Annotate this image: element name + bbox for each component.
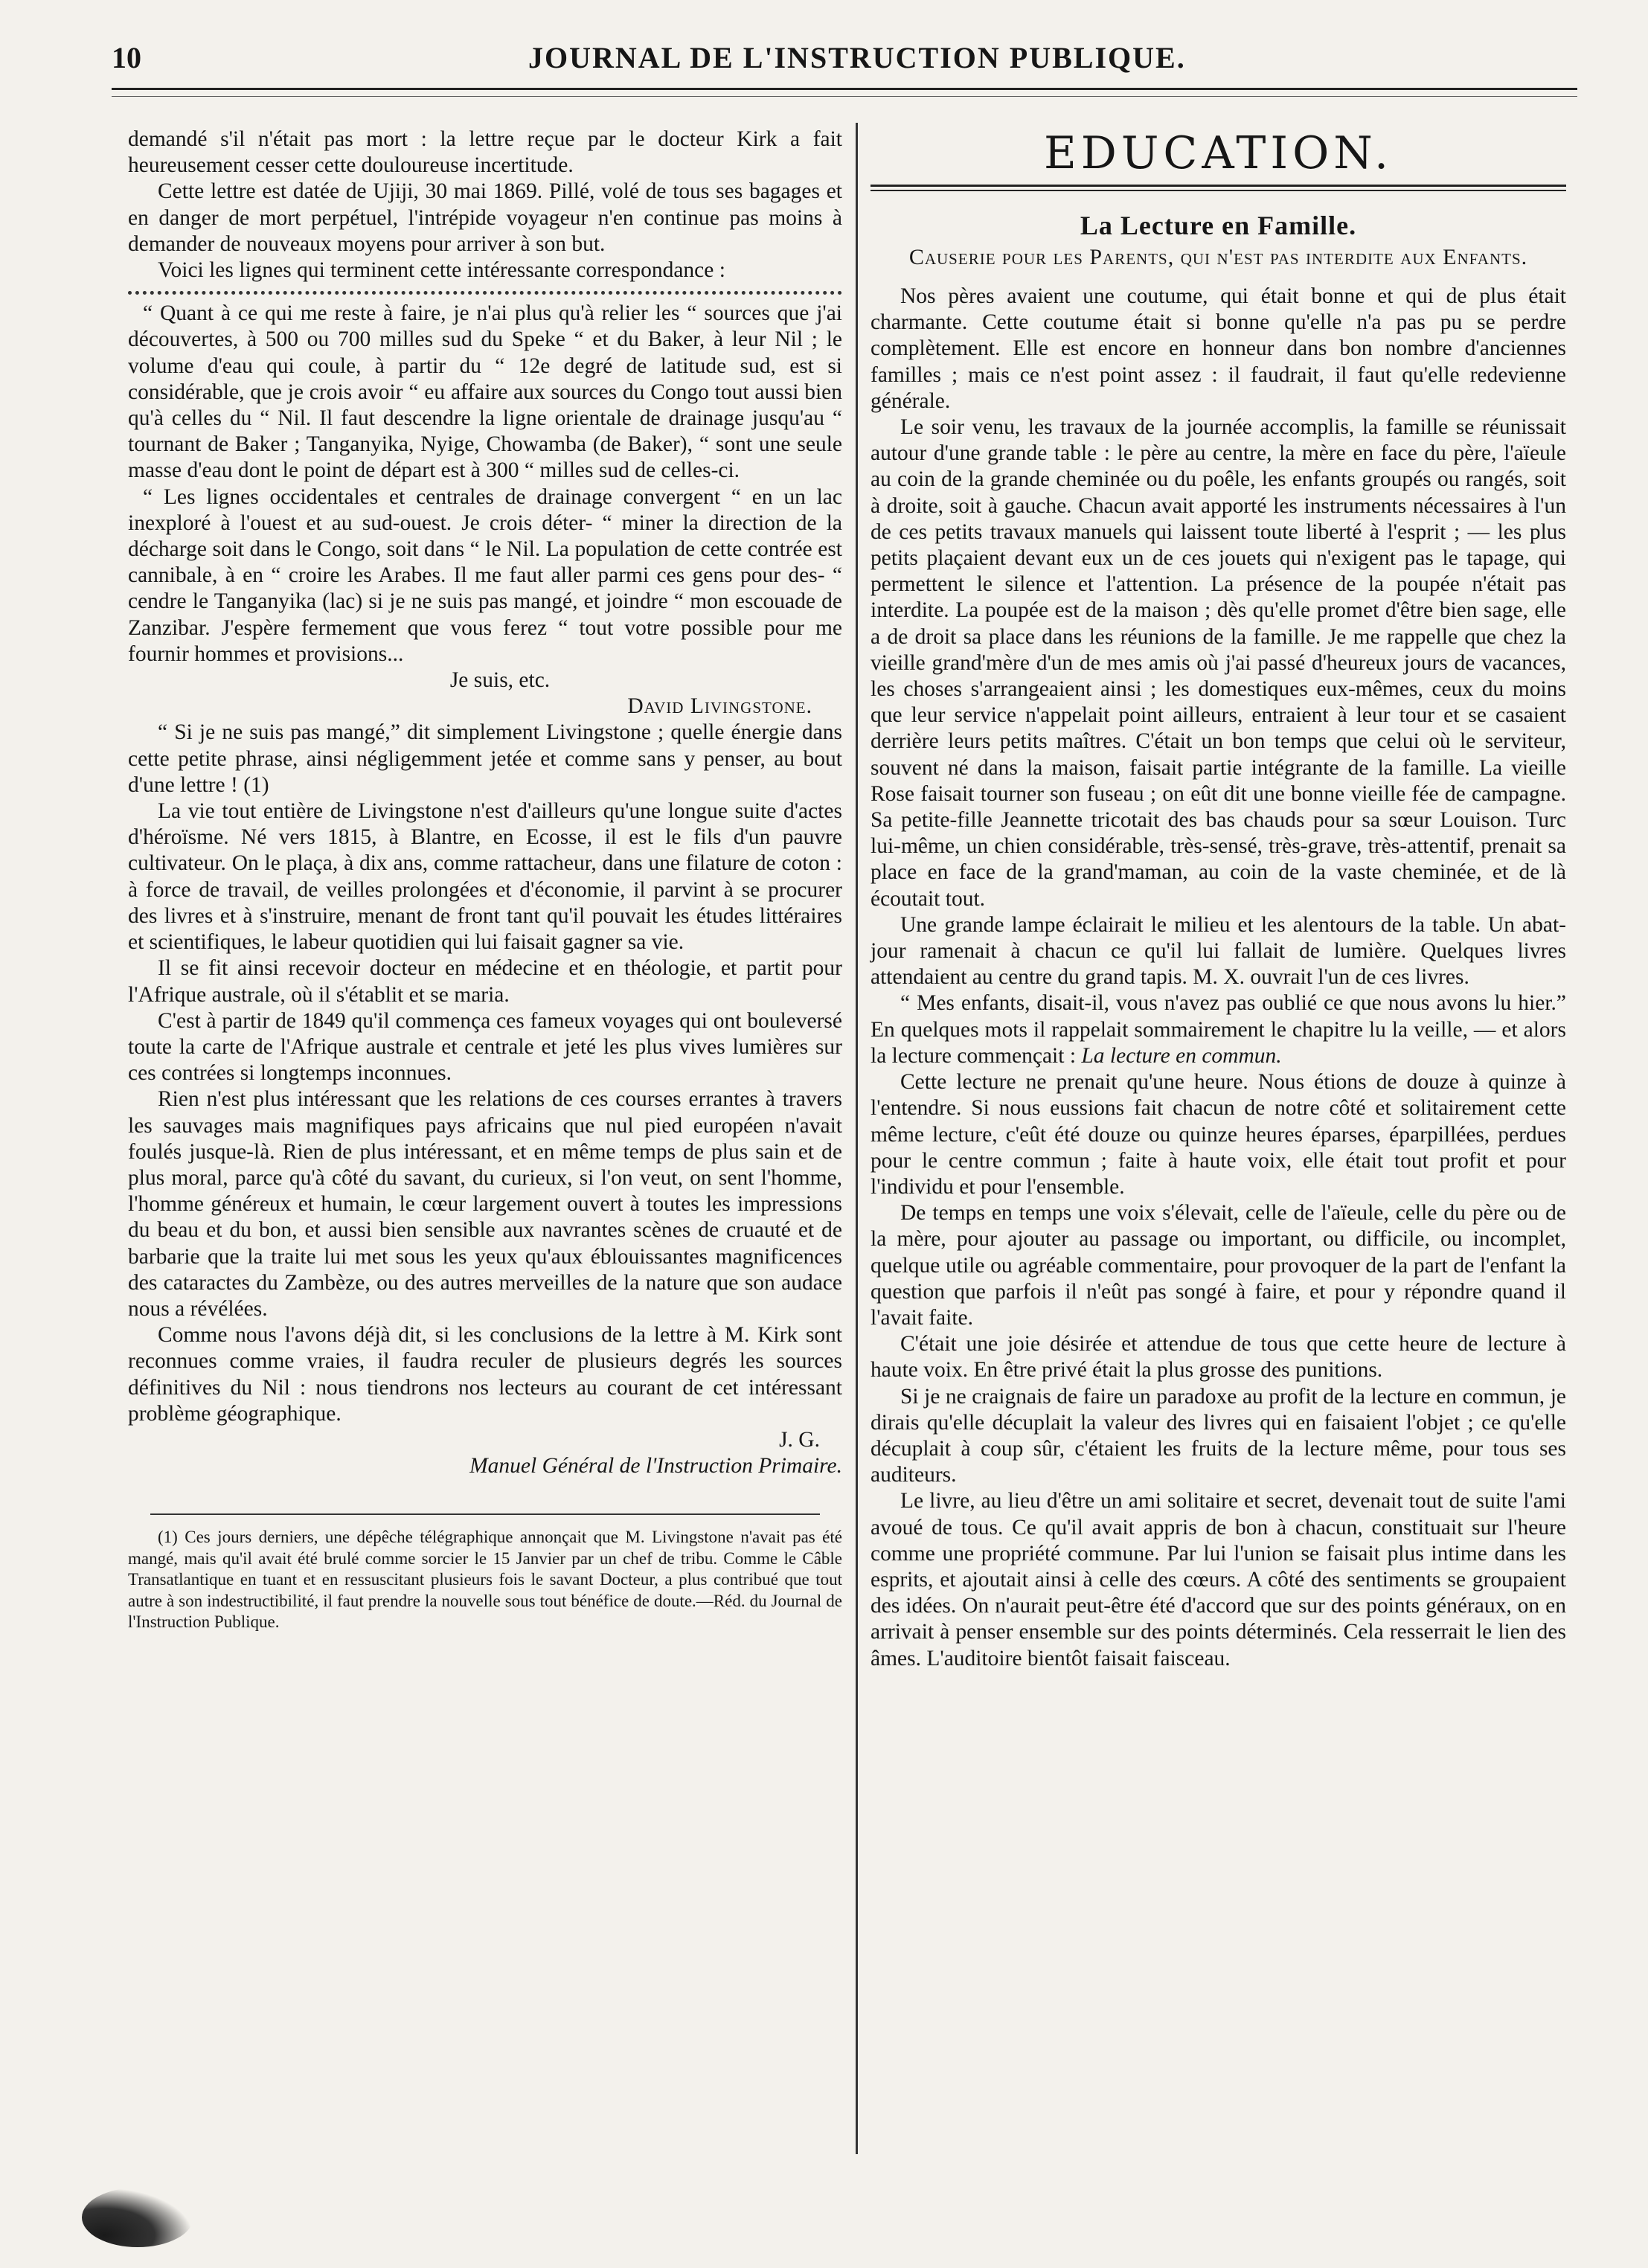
paragraph: Nos pères avaient une coutume, qui était bonne et qui de plus était charmante. Cette coutume était si bonne qu'elle n'a pas pu se perdre complètement. Elle est encore en honneur dans bon nombre d'anciennes familles ; mais ce n'est point assez : il faudrait, il faut qu'elle redevienne générale. <box>871 284 1566 413</box>
page-number: 10 <box>112 41 141 74</box>
column-divider <box>856 123 858 2154</box>
paragraph: Comme nous l'avons déjà dit, si les conclusions de la lettre à M. Kirk sont reconnues comme vraies, il faudra reculer de plusieurs degrés les sources définitives du Nil : nous tiendrons nos lecteurs au courant de cet intéressant problème géographique. <box>128 1323 842 1426</box>
article-subtitle: Causerie pour les Parents, qui n'est pas interdite aux Enfants. <box>908 245 1528 269</box>
dotted-separator <box>128 291 842 295</box>
letter-signature: David Livingstone. <box>627 694 812 719</box>
quote-paragraph: “ Quant à ce qui me reste à faire, je n'ai plus qu'à relier les “ sources que j'ai découvertes, à 500 ou 700 milles sud du Speke “ et du Baker, à leur Nil ; le volume d'eau qui coule, à partir du “ 12e degré de latitude sud, est si considérable, que je crois avoir “ eu affaire aux sources du Congo tout aussi bien qu'à celles du “ Nil. Il faut descendre la ligne orientale de drainage jusqu'au “ tournant de Baker ; Tanganyika, Nyige, Chowamba (de Baker), “ sont une seule masse d'eau dont le point de départ est à 300 “ milles sud de celles-ci. <box>128 301 842 483</box>
paragraph: “ Si je ne suis pas mangé,” dit simplement Livingstone ; quelle énergie dans cette petite phrase, ainsi négligemment jetée et comme sans y penser, au bout d'une lettre ! (1) <box>128 720 842 797</box>
footnote-rule <box>150 1513 820 1515</box>
section-rule <box>871 185 1566 191</box>
paragraph: Il se fit ainsi recevoir docteur en médecine et en théologie, et partit pour l'Afrique australe, où il s'établit et se maria. <box>128 956 842 1007</box>
paragraph: De temps en temps une voix s'élevait, celle de l'aïeule, celle du père ou de la mère, pour ajouter au passage ou important, ou difficile, ou incomplet, quelque utile ou agréable commentaire, pour provoquer de la part de l'enfant la question que parfois il n'eût pas songé à faire, et pour y répondre quand il l'avait faite. <box>871 1201 1566 1330</box>
quote-paragraph: “ Les lignes occidentales et centrales de drainage convergent “ en un lac inexploré à l'ouest et au sud-ouest. Je crois déter- “ miner la direction de la décharge soit dans le Congo, soit dans “ le Nil. La population de cette contrée est cannibale, à en “ croire les Arabes. Il me faut aller parmi ces gens pour des- “ cendre le Tanganyika (lac) si je ne suis pas mangé, et joindre “ mon escouade de Zanzibar. J'espère fermement que vous ferez “ tout votre possible pour me fournir hommes et provisions... <box>128 484 842 666</box>
section-title: EDUCATION. <box>1043 127 1394 179</box>
right-column <box>871 126 1566 1672</box>
paragraph: Une grande lampe éclairait le milieu et les alentours de la table. Un abat-jour ramenait à chacun ce qu'il lui fallait de lumière. Quelques livres attendaient au centre du grand tapis. M. X. ouvrait l'un de ces livres. <box>871 912 1566 990</box>
author-initials: J. G. <box>779 1427 820 1452</box>
ink-stain <box>82 2188 193 2247</box>
header-rule <box>112 88 1577 97</box>
paragraph: Voici les lignes qui terminent cette intéressante correspondance : <box>158 258 725 283</box>
italic-phrase: La lecture en commun. <box>1081 1043 1282 1068</box>
article-title: La Lecture en Famille. <box>1080 211 1357 240</box>
page-header <box>112 36 1577 88</box>
paragraph: Si je ne craignais de faire un paradoxe au profit de la lecture en commun, je dirais qu'elle décuplait la valeur des livres qui en faisaient l'objet ; ce qu'elle décuplait à coup sûr, c'étaient les fruits de la lecture même, pour tous ses auditeurs. <box>871 1384 1566 1487</box>
livingstone-letter-quote <box>128 301 842 667</box>
paragraph-text: “ Mes enfants, disait-il, vous n'avez pas oublié ce que nous avons lu hier.” En quelques mots il rappelait sommairement le chapitre lu la veille, — et alors la lecture commençait : <box>871 991 1566 1068</box>
paragraph <box>871 990 1566 1069</box>
paragraph: Cette lecture ne prenait qu'une heure. Nous étions de douze à quinze à l'entendre. Si nous eussions fait chacun de notre côté et solitairement cette même lecture, c'eût été douze ou quinze heures éparses, éparpillées, perdues pour le centre commun ; faite à haute voix, elle était tout profit et pour l'individu et pour l'ensemble. <box>871 1070 1566 1199</box>
paragraph: Le soir venu, les travaux de la journée accomplis, la famille se réunissait autour d'une grande table : le père au centre, la mère en face du père, l'aïeule au coin de la grande cheminée ou du poêle, les enfants groupés ou rangés, soit à droite, soit à gauche. Chacun avait apporté les instruments nécessaires à l'un de ces petits travaux manuels qui laissent toute liberté à l'esprit ; — les plus petits plaçaient devant eux un de ces jouets qui n'exigent pas le tapage, qui permettent le silence et l'attention. La présence de la poupée n'était pas interdite. La poupée est de la maison ; dès qu'elle promet d'être bien sage, elle a de droit sa place dans les réunions de la famille. Je me rappelle que chez la vieille grand'mère d'un de mes amis où j'ai passé d'heureux jours de vacances, les choses s'arrangeaient ainsi ; les domestiques eux-mêmes, ceux du moins que leur service n'appelait point ailleurs, entraient à leur tour et se casaient derrière leurs petits maîtres. C'était un bon temps que celui où le serviteur, souvent né dans la maison, faisait partie intégrante de la famille. La vieille Rose faisait tourner son fuseau ; on eût dit une bonne vieille fée de campagne. Sa petite-fille Jeannette tricotait des bas chauds pour sa sœur Louison. Turc lui-même, un chien considérable, très-sensé, très-grave, très-attentif, prenait sa place en face de la grand'maman, au coin de la vaste cheminée, et de là écoutait tout. <box>871 415 1566 911</box>
paragraph: C'est à partir de 1849 qu'il commença ces fameux voyages qui ont bouleversé toute la carte de l'Afrique australe et centrale et jeté les plus vives lumières sur ces contrées si longtemps inconnues. <box>128 1008 842 1086</box>
paragraph: Le livre, au lieu d'être un ami solitaire et secret, devenait tout de suite l'ami avoué de tous. Ce qu'il avait appris de bon à chacun, constituait sur l'heure comme une propriété commune. Par lui l'union se faisait plus intime dans les esprits, et ajoutait ainsi à celle des cœurs. A côté des sentiments se groupaient des idées. On n'aurait peut-être été d'accord que sur des points généraux, on en arrivait à penser ensemble sur des points déterminés. Cela resserrait le lien des âmes. L'auditoire bientôt faisait faisceau. <box>871 1489 1566 1670</box>
paragraph: Rien n'est plus intéressant que les relations de ces courses errantes à travers les sauvages mais magnifiques pays africains que nul pied européen n'avait foulés jusque-là. Rien de plus intéressant, et en même temps de plus sain et de plus moral, parce qu'à côté du savant, du curieux, si l'on veut, on sent l'homme, l'homme généreux et humain, le cœur largement ouvert à toutes les impressions du beau et du bon, et aussi bien sensible aux navrantes scènes de cruauté et de barbarie que la traite lui met sous les yeux qu'aux éblouissantes magnificences des cataractes du Zambèze, ou des autres merveilles de la nature que son audace nous a révélées. <box>128 1087 842 1321</box>
left-column <box>128 126 842 1633</box>
paragraph: Cette lettre est datée de Ujiji, 30 mai 1869. Pillé, volé de tous ses bagages et en danger de mort perpétuel, l'intrépide voyageur n'en continue pas moins à demander de nouveaux moyens pour arriver à son but. <box>128 179 842 256</box>
paragraph: demandé s'il n'était pas mort : la lettre reçue par le docteur Kirk a fait heureusement cesser cette douloureuse incertitude. <box>128 127 842 178</box>
footnote <box>128 1527 842 1633</box>
paragraph: C'était une joie désirée et attendue de tous que cette heure de lecture à haute voix. En être privé était la plus grosse des punitions. <box>871 1332 1566 1383</box>
journal-title: JOURNAL DE L'INSTRUCTION PUBLIQUE. <box>528 41 1186 74</box>
paragraph: La vie tout entière de Livingstone n'est d'ailleurs qu'une longue suite d'actes d'héroïsme. Né vers 1815, à Blantre, en Ecosse, il est le fils d'un pauvre cultivateur. On le plaça, à dix ans, comme rattacheur, dans une filature de coton : à force de travail, de veilles prolongées et d'économie, il parvint à se procurer des livres et à s'instruire, menant de front tant qu'il pouvait les études littéraires et scientifiques, le labeur quotidien qui lui faisait gagner sa vie. <box>128 799 842 955</box>
source-attribution: Manuel Général de l'Instruction Primaire. <box>469 1454 842 1479</box>
letter-closing: Je suis, etc. <box>449 668 551 693</box>
footnote-text: (1) Ces jours derniers, une dépêche télégraphique annonçait que M. Livingstone n'avait pas été mangé, mais qu'il avait été brulé comme sorcier le 15 Janvier par un chef de tribu. Comme le Câble Transatlantique en tuant et en ressuscitant plusieurs fois le savant Docteur, a plus contribué que tout autre à son indestructibilité, il faut prendre la nouvelle sous tout bénéfice de doute.—Réd. du Journal de l'Instruction Publique. <box>128 1528 842 1631</box>
